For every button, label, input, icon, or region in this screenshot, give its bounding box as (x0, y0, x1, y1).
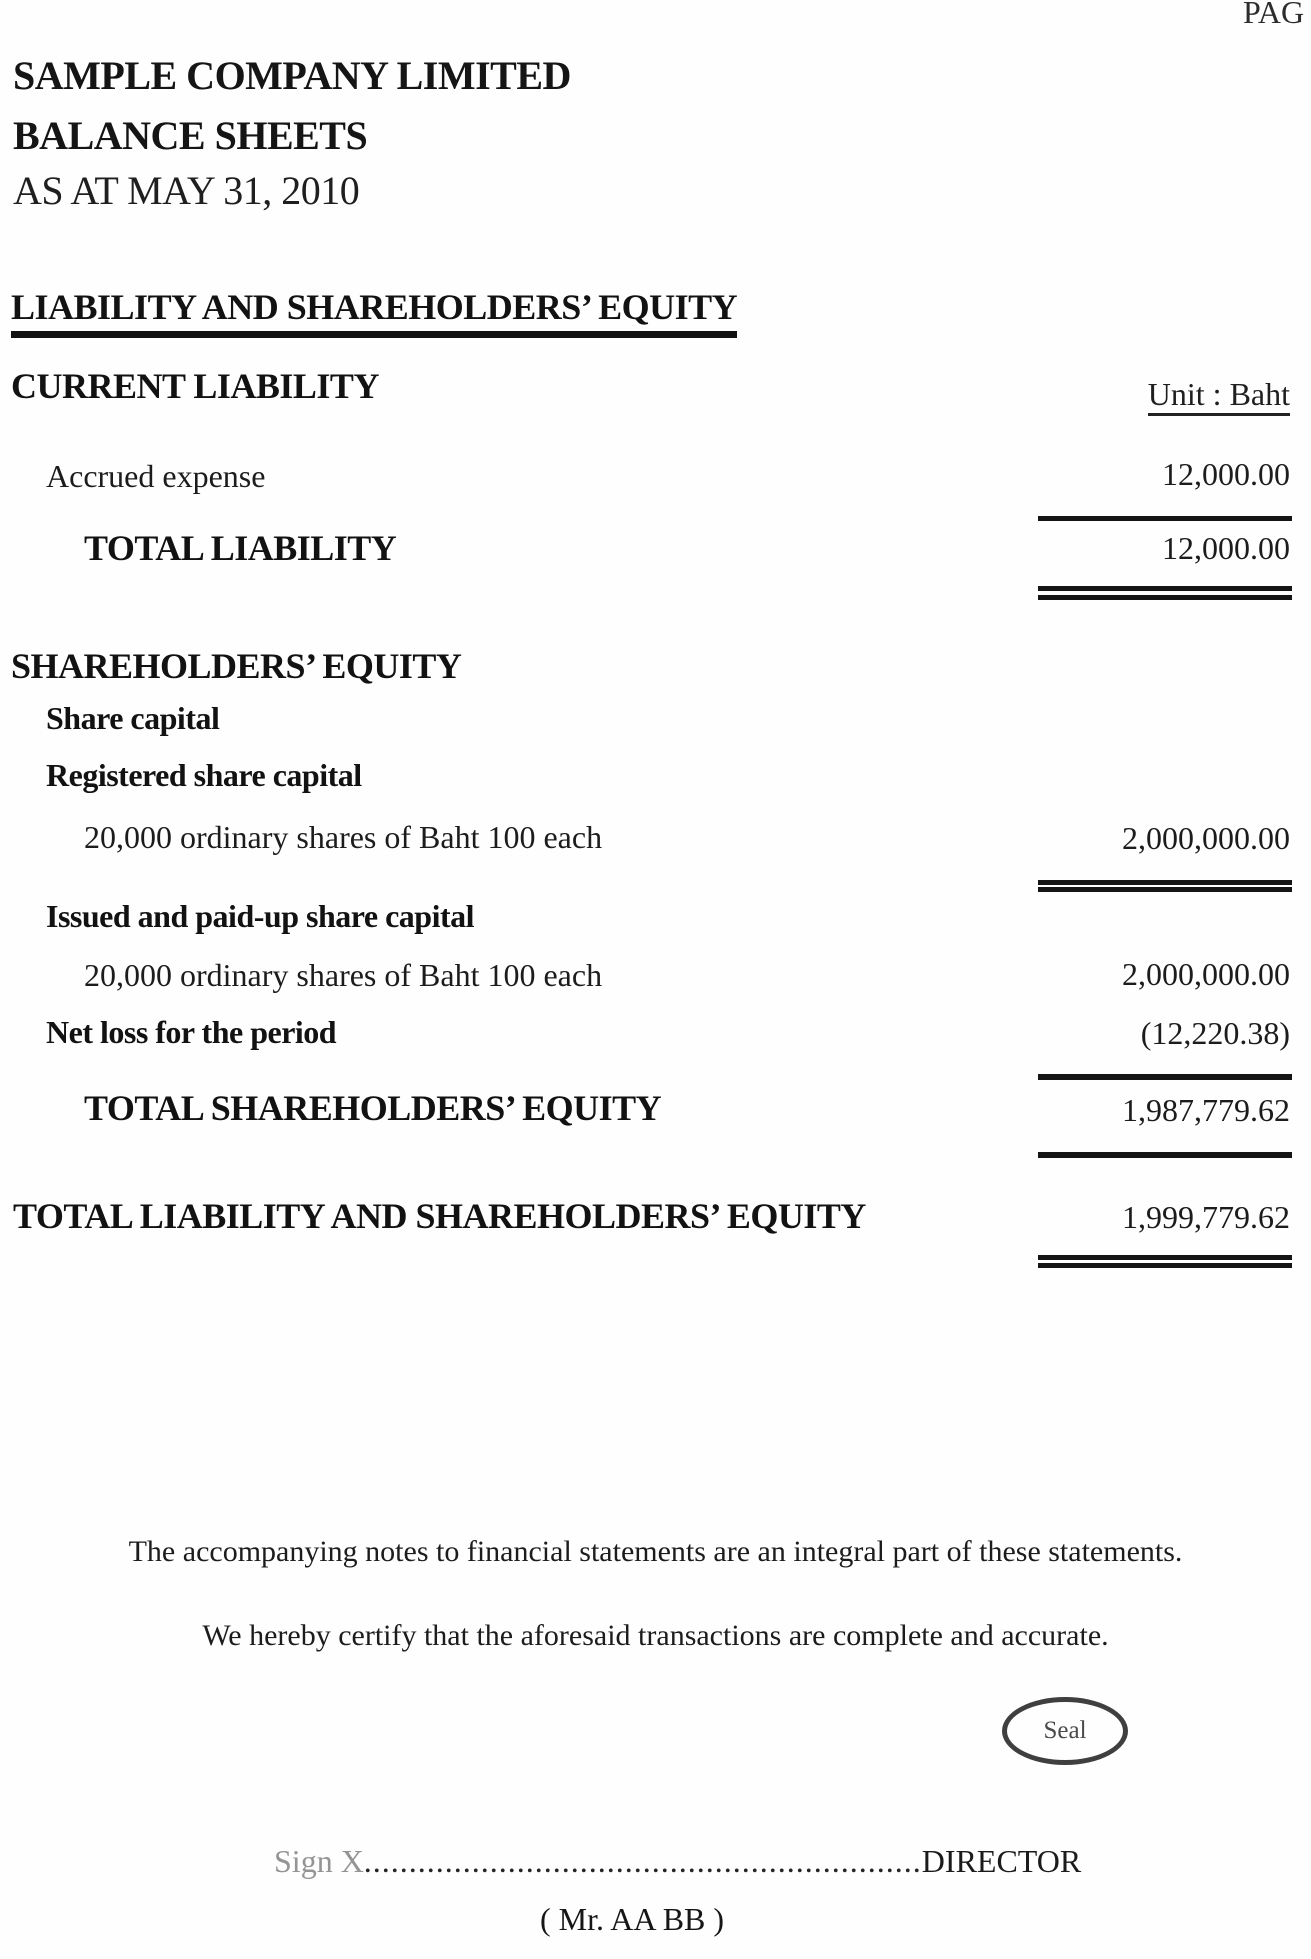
double-rule-under-registered-capital (1038, 880, 1292, 892)
signature-line (274, 1845, 1081, 1877)
current-liability-heading: CURRENT LIABILITY (11, 366, 379, 406)
rule-stroke (1038, 1263, 1292, 1268)
unit-label: Unit : Baht (1148, 378, 1290, 416)
seal-label: Seal (1043, 1717, 1087, 1744)
accrued-expense-label: Accrued expense (46, 458, 266, 494)
single-rule-under-total-equity (1038, 1152, 1292, 1158)
sign-prefix-label: Sign X (274, 1843, 364, 1879)
net-loss-label: Net loss for the period (46, 1014, 337, 1050)
registered-share-capital-heading: Registered share capital (46, 757, 362, 793)
grand-total-value: 1,999,779.62 (1122, 1199, 1290, 1235)
grand-total-label: TOTAL LIABILITY AND SHAREHOLDERS’ EQUITY (13, 1196, 866, 1236)
report-date: AS AT MAY 31, 2010 (13, 168, 360, 213)
net-loss-value: (12,220.38) (1140, 1015, 1290, 1051)
total-shareholders-equity-label: TOTAL SHAREHOLDERS’ EQUITY (84, 1088, 662, 1128)
issued-shares-value: 2,000,000.00 (1122, 956, 1290, 992)
director-label: DIRECTOR (921, 1843, 1082, 1879)
unit-label-container (1038, 378, 1290, 416)
rule-stroke (1038, 595, 1292, 600)
total-shareholders-equity-value: 1,987,779.62 (1122, 1092, 1290, 1128)
page-corner-label: PAG (1243, 0, 1305, 30)
total-liability-value: 12,000.00 (1162, 530, 1290, 566)
accrued-expense-value: 12,000.00 (1162, 456, 1290, 492)
notes-integral-statement: The accompanying notes to financial statements are an integral part of these statements. (128, 1535, 1183, 1568)
signatory-name: ( Mr. AA BB ) (540, 1901, 725, 1937)
issued-shares-label: 20,000 ordinary shares of Baht 100 each (84, 957, 603, 993)
signature-dotted-line: .............................................................. (363, 1843, 922, 1879)
total-liability-label: TOTAL LIABILITY (84, 528, 397, 568)
seal-stamp (1002, 1697, 1128, 1765)
section-heading-liability-and-equity: LIABILITY AND SHAREHOLDERS’ EQUITY (11, 289, 737, 338)
double-rule-under-total-liability (1038, 586, 1292, 600)
double-rule-under-grand-total (1038, 1255, 1292, 1268)
shareholders-equity-heading: SHAREHOLDERS’ EQUITY (11, 646, 462, 686)
certification-statement: We hereby certify that the aforesaid transactions are complete and accurate. (202, 1619, 1109, 1652)
single-rule-above-total-equity (1038, 1074, 1292, 1080)
registered-shares-value: 2,000,000.00 (1122, 820, 1290, 856)
report-title: BALANCE SHEETS (13, 113, 368, 158)
single-rule-above-total-liability (1038, 516, 1292, 521)
rule-stroke (1038, 887, 1292, 892)
registered-shares-label: 20,000 ordinary shares of Baht 100 each (84, 819, 603, 855)
company-name: SAMPLE COMPANY LIMITED (13, 53, 571, 98)
share-capital-heading: Share capital (46, 700, 220, 736)
issued-paidup-heading: Issued and paid-up share capital (46, 898, 474, 934)
